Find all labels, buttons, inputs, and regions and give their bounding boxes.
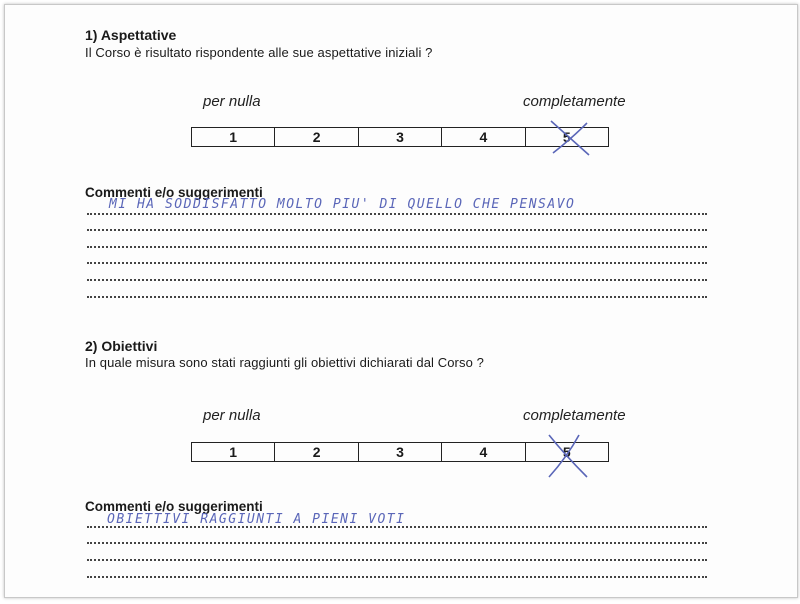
section-2-title: 2) Obiettivi xyxy=(85,338,158,354)
rating-option-2[interactable]: 2 xyxy=(274,443,357,461)
rating-option-3[interactable]: 3 xyxy=(358,128,441,146)
comment-line[interactable] xyxy=(87,526,707,528)
rating-option-3[interactable]: 3 xyxy=(358,443,441,461)
comment-line[interactable] xyxy=(87,542,707,544)
rating-option-2[interactable]: 2 xyxy=(274,128,357,146)
section-2-handwritten-comment: OBIETTIVI RAGGIUNTI A PIENI VOTI xyxy=(107,512,406,527)
section-2-scale-high-label: completamente xyxy=(523,407,626,424)
rating-option-4[interactable]: 4 xyxy=(441,128,524,146)
section-1-title: 1) Aspettative xyxy=(85,27,177,43)
comment-line[interactable] xyxy=(87,262,707,264)
section-2-question: In quale misura sono stati raggiunti gli obiettivi dichiarati dal Corso ? xyxy=(85,355,484,370)
comment-line[interactable] xyxy=(87,559,707,561)
rating-option-1[interactable]: 1 xyxy=(229,129,238,145)
section-1-selected-x-mark xyxy=(545,117,595,159)
section-1-handwritten-comment: MI HA SODDISFATTO MOLTO PIU' DI QUELLO CHE PENSAVO xyxy=(109,197,576,212)
comment-line[interactable] xyxy=(87,229,707,231)
rating-option-5[interactable]: 5 xyxy=(525,128,608,146)
rating-option-1[interactable]: 1 xyxy=(229,444,238,460)
rating-option-4[interactable]: 4 xyxy=(441,443,524,461)
section-1-scale-low-label: per nulla xyxy=(203,93,261,110)
comment-line[interactable] xyxy=(87,296,707,298)
section-2-scale-low-label: per nulla xyxy=(203,407,261,424)
section-2-comments-title: Commenti e/o suggerimenti xyxy=(85,499,263,514)
comment-line[interactable] xyxy=(87,576,707,578)
section-1-comments-title: Commenti e/o suggerimenti xyxy=(85,185,263,200)
rating-option-5[interactable]: 5 xyxy=(525,443,608,461)
comment-line[interactable] xyxy=(87,279,707,281)
section-1-question: Il Corso è risultato rispondente alle sue aspettative iniziali ? xyxy=(85,45,433,60)
section-2-selected-x-mark xyxy=(543,431,593,481)
comment-line[interactable] xyxy=(87,246,707,248)
section-1-scale-high-label: completamente xyxy=(523,93,626,110)
comment-line[interactable] xyxy=(87,213,707,215)
survey-page xyxy=(4,4,798,598)
